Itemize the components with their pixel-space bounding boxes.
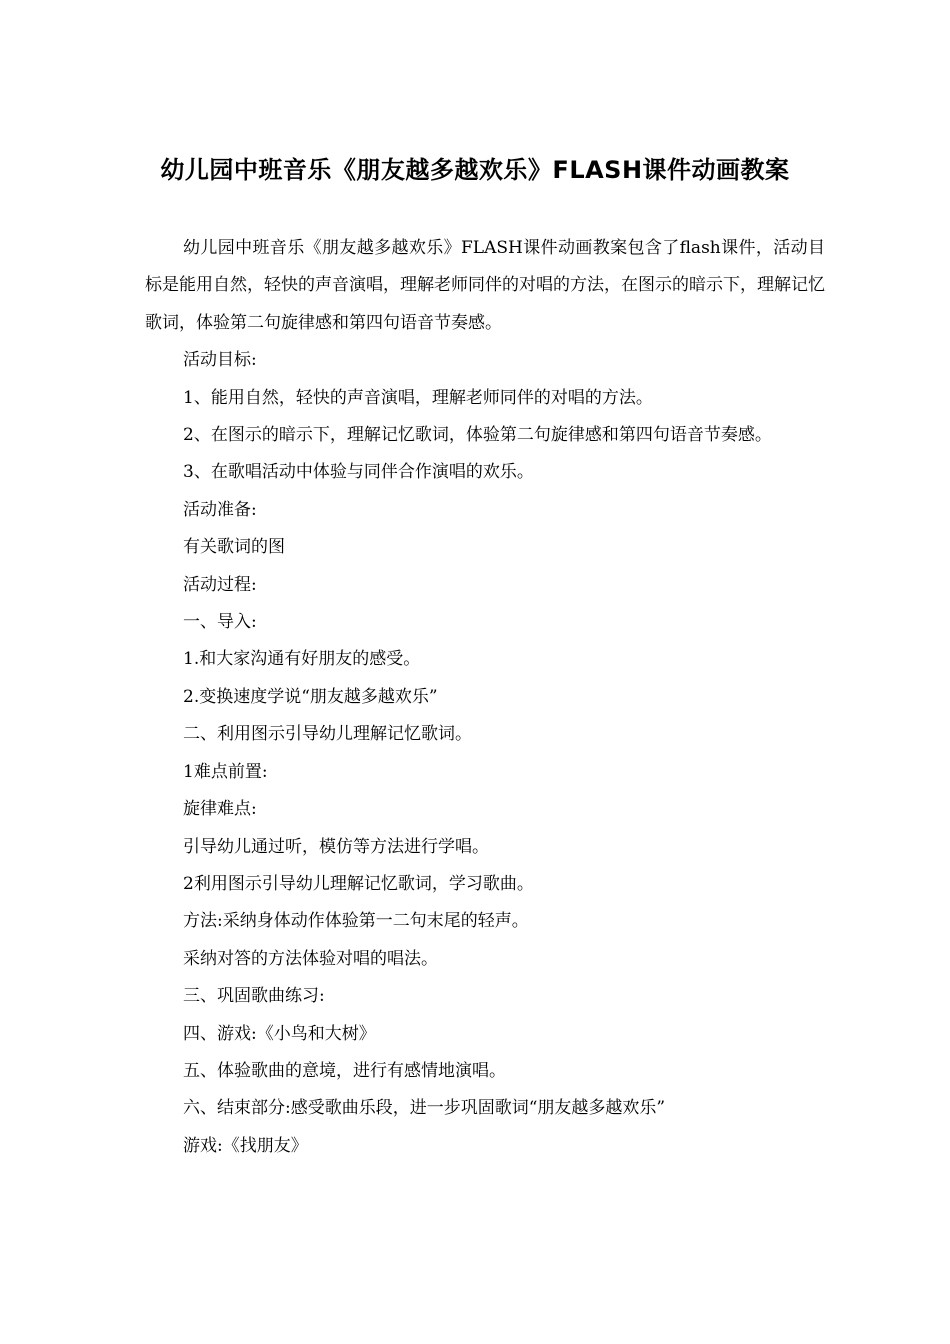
section-heading-goals: 活动目标: (183, 350, 257, 371)
process-step-5-heading: 五、体验歌曲的意境，进行有感情地演唱。 (183, 1060, 506, 1081)
goal-item-2: 2、在图示的暗示下，理解记忆歌词，体验第二句旋律感和第四句语音节奏感。 (183, 425, 772, 446)
section-heading-process: 活动过程: (183, 574, 257, 595)
process-step-1-item-2: 2.变换速度学说“朋友越多越欢乐” (183, 686, 438, 707)
document-body (145, 230, 825, 1165)
process-step-6-item-1: 游戏:《找朋友》 (183, 1135, 308, 1156)
goal-item-3: 3、在歌唱活动中体验与同伴合作演唱的欢乐。 (183, 462, 534, 483)
process-step-2-item-2: 旋律难点: (183, 799, 257, 820)
section-heading-preparation: 活动准备: (183, 499, 257, 520)
process-step-1-item-1: 1.和大家沟通有好朋友的感受。 (183, 649, 421, 670)
intro-paragraph: 幼儿园中班音乐《朋友越多越欢乐》FLASH课件动画教案包含了flash课件，活动目标是能用自然，轻快的声音演唱，理解老师同伴的对唱的方法，在图示的暗示下，理解记忆歌词，体验第二句旋律感和第四句语音节奏感。 (145, 238, 825, 333)
process-step-2-item-5: 方法:采纳身体动作体验第一二句末尾的轻声。 (183, 911, 529, 932)
process-step-2-heading: 二、利用图示引导幼儿理解记忆歌词。 (183, 724, 472, 745)
goal-item-1: 1、能用自然，轻快的声音演唱，理解老师同伴的对唱的方法。 (183, 387, 653, 408)
document-title: 幼儿园中班音乐《朋友越多越欢乐》FLASH课件动画教案 (160, 156, 790, 184)
process-step-1-heading: 一、导入: (183, 612, 257, 633)
process-step-4-heading: 四、游戏:《小鸟和大树》 (183, 1023, 376, 1044)
process-step-2-item-4: 2利用图示引导幼儿理解记忆歌词，学习歌曲。 (183, 873, 534, 894)
process-step-2-item-1: 1难点前置: (183, 761, 268, 782)
process-step-2-item-3: 引导幼儿通过听，模仿等方法进行学唱。 (183, 836, 489, 857)
preparation-item: 有关歌词的图 (183, 537, 285, 558)
process-step-6-heading: 六、结束部分:感受歌曲乐段，进一步巩固歌词“朋友越多越欢乐” (183, 1098, 666, 1119)
process-step-2-item-6: 采纳对答的方法体验对唱的唱法。 (183, 948, 438, 969)
process-step-3-heading: 三、巩固歌曲练习: (183, 986, 325, 1007)
